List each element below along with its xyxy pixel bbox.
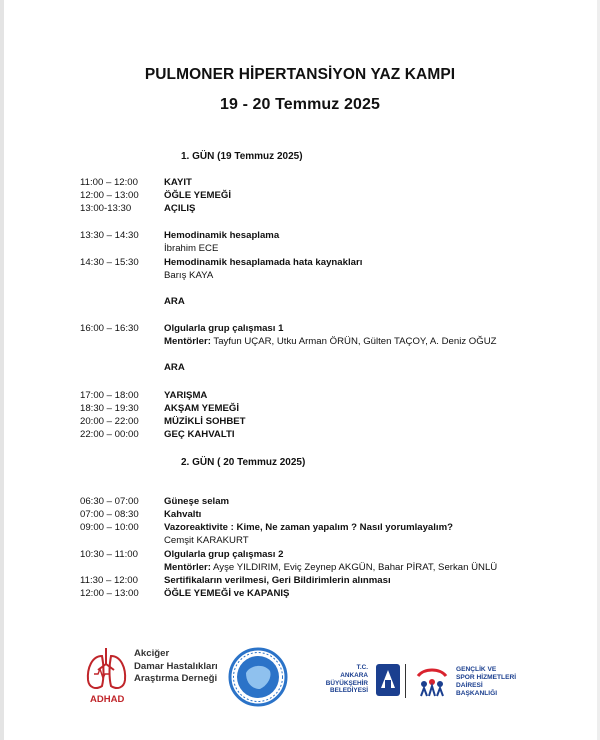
adhad-abbr: ADHAD bbox=[90, 694, 125, 705]
row-event: YARIŞMA bbox=[164, 390, 208, 401]
ankara-emblem-icon bbox=[373, 662, 403, 698]
ankara-text-line: BELEDİYESİ bbox=[330, 687, 368, 695]
row-time: 10:30 – 11:00 bbox=[80, 549, 138, 560]
row-event: GEÇ KAHVALTI bbox=[164, 429, 235, 440]
youth-text-line: SPOR HİZMETLERİ bbox=[456, 674, 517, 681]
ankara-text-line: ANKARA bbox=[340, 671, 368, 679]
round-seal-logo bbox=[228, 647, 288, 707]
row-event: Sertifikaların verilmesi, Geri Bildirimlerin alınması bbox=[164, 575, 391, 586]
row-time: 11:00 – 12:00 bbox=[80, 177, 138, 188]
row-event: Hemodinamik hesaplamada hata kaynakları bbox=[164, 257, 363, 268]
row-time: 22:00 – 00:00 bbox=[80, 429, 139, 440]
break-label: ARA bbox=[164, 296, 185, 307]
row-mentors bbox=[164, 561, 497, 575]
mentors-label: Mentörler: bbox=[164, 562, 211, 573]
row-event: Güneşe selam bbox=[164, 496, 230, 507]
adhad-name-line: Damar Hastalıkları bbox=[134, 660, 218, 672]
mentors-label: Mentörler: bbox=[164, 336, 211, 347]
row-time: 20:00 – 22:00 bbox=[80, 416, 139, 427]
row-time: 16:00 – 16:30 bbox=[80, 323, 139, 334]
youth-sports-logo bbox=[412, 664, 522, 700]
document-title: PULMONER HİPERTANSİYON YAZ KAMPI bbox=[144, 66, 456, 83]
row-event: Olgularla grup çalışması 1 bbox=[164, 323, 284, 334]
adhad-logo bbox=[84, 644, 219, 708]
logo-divider bbox=[405, 664, 406, 698]
row-time: 17:00 – 18:00 bbox=[80, 390, 139, 401]
youth-sports-text bbox=[456, 666, 516, 698]
row-time: 07:00 – 08:30 bbox=[80, 509, 139, 520]
row-event: Olgularla grup çalışması 2 bbox=[164, 549, 284, 560]
youth-text-line: DAİRESİ bbox=[456, 682, 483, 689]
youth-figures-icon bbox=[412, 664, 452, 700]
ankara-text-line: T.C. bbox=[356, 664, 368, 671]
youth-text-line: GENÇLİK VE bbox=[456, 666, 497, 673]
row-time: 14:30 – 15:30 bbox=[80, 257, 139, 268]
row-event: KAYIT bbox=[164, 177, 192, 188]
row-event: Vazoreaktivite : Kime, Ne zaman yapalım ? Nasıl yorumlayalım? bbox=[164, 522, 453, 533]
mentors-names: Tayfun UÇAR, Utku Arman ÖRÜN, Gülten TAÇOY, A. Deniz OĞUZ bbox=[213, 336, 497, 347]
row-event: AKŞAM YEMEĞİ bbox=[164, 403, 239, 414]
adhad-name bbox=[134, 648, 218, 686]
row-time: 13:00-13:30 bbox=[80, 203, 132, 214]
row-speaker: İbrahim ECE bbox=[164, 243, 219, 254]
row-time: 06:30 – 07:00 bbox=[80, 496, 139, 507]
row-time: 18:30 – 19:30 bbox=[80, 403, 139, 414]
row-speaker: Barış KAYA bbox=[164, 270, 214, 281]
seal-icon bbox=[228, 647, 288, 707]
break-label: ARA bbox=[164, 362, 185, 373]
row-event: ÖĞLE YEMEĞİ ve KAPANIŞ bbox=[164, 588, 290, 599]
lungs-icon bbox=[84, 644, 132, 694]
day1-heading: 1. GÜN (19 Temmuz 2025) bbox=[181, 151, 303, 162]
row-event: Kahvaltı bbox=[164, 509, 202, 520]
row-event: MÜZİKLİ SOHBET bbox=[164, 416, 246, 427]
row-time: 11:30 – 12:00 bbox=[80, 575, 138, 586]
row-time: 13:30 – 14:30 bbox=[80, 230, 139, 241]
mentors-names: Ayşe YILDIRIM, Eviç Zeynep AKGÜN, Bahar PİRAT, Serkan ÜNLÜ bbox=[213, 562, 498, 573]
youth-text-line: BAŞKANLIĞI bbox=[456, 690, 498, 697]
ankara-text bbox=[326, 664, 368, 695]
row-time: 12:00 – 13:00 bbox=[80, 588, 139, 599]
row-event: Hemodinamik hesaplama bbox=[164, 230, 280, 241]
ankara-text-line: BÜYÜKŞEHİR bbox=[325, 679, 368, 687]
ankara-municipality-logo bbox=[325, 662, 403, 702]
day2-heading: 2. GÜN ( 20 Temmuz 2025) bbox=[181, 457, 306, 468]
adhad-name-line: Araştırma Derneği bbox=[134, 673, 218, 684]
document-dates: 19 - 20 Temmuz 2025 bbox=[220, 96, 380, 113]
row-time: 12:00 – 13:00 bbox=[80, 190, 139, 201]
adhad-name-line: Akciğer bbox=[134, 648, 170, 659]
row-speaker: Cemşit KARAKURT bbox=[164, 535, 249, 546]
row-event: ÖĞLE YEMEĞİ bbox=[164, 190, 231, 201]
row-mentors bbox=[164, 335, 497, 349]
row-time: 09:00 – 10:00 bbox=[80, 522, 139, 533]
row-event: AÇILIŞ bbox=[164, 203, 196, 214]
